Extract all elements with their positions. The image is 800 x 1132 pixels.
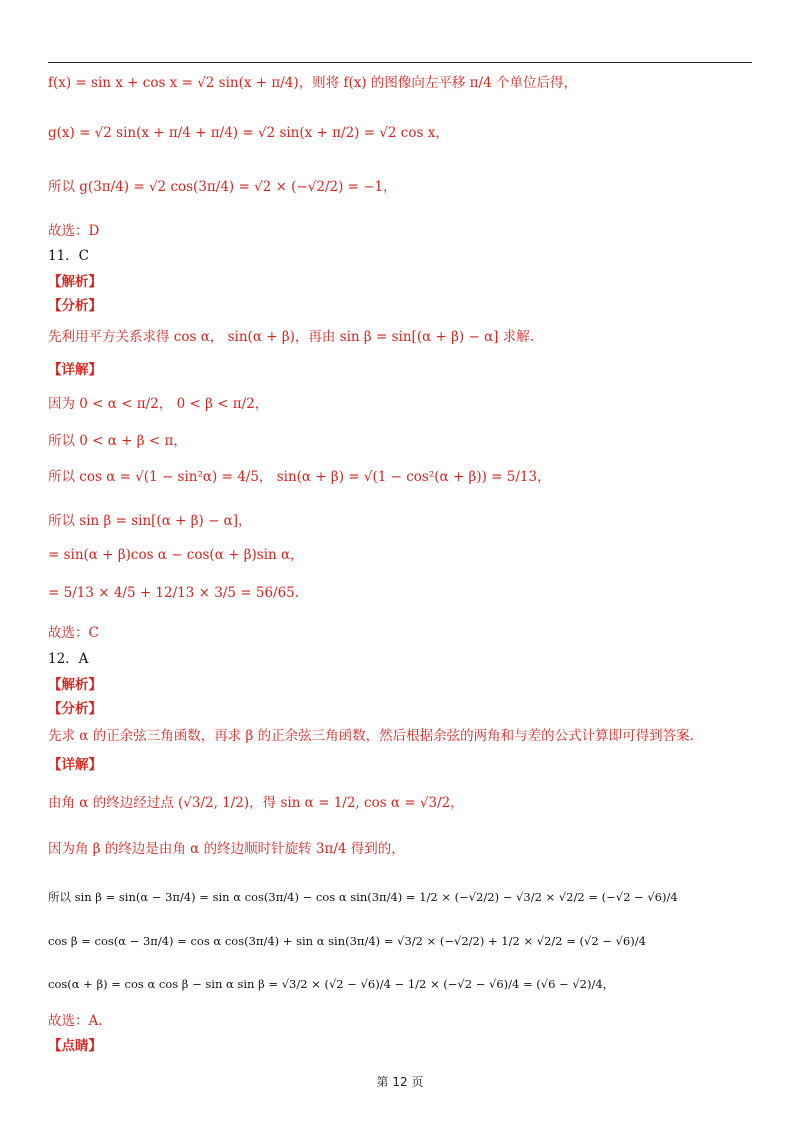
text-line: 先利用平方关系求得 cos α， sin(α + β)，再由 sin β = sin[(α + β) − α] 求解.: [48, 329, 535, 345]
text-line: 因为 0 < α < π/2， 0 < β < π/2，: [48, 396, 269, 412]
header-rule: [48, 62, 752, 63]
text-line: g(x) = √2 sin(x + π/4 + π/4) = √2 sin(x + π/2) = √2 cos x，: [48, 125, 449, 141]
text-line: 【分析】: [48, 701, 102, 717]
text-line: 所以 0 < α + β < π，: [48, 433, 187, 449]
text-line: = sin(α + β)cos α − cos(α + β)sin α，: [48, 547, 304, 563]
text-line: 故选：D: [48, 223, 100, 239]
text-line: 先求 α 的正余弦三角函数，再求 β 的正余弦三角函数，然后根据余弦的两角和与差的公式计算即可得到答案.: [48, 728, 694, 744]
text-line: cos(α + β) = cos α cos β − sin α sin β = √3/2 × (√2 − √6)/4 − 1/2 × (−√2 − √6)/4 = (√6 − √2)/4，: [48, 977, 615, 991]
text-line: 【详解】: [48, 757, 102, 773]
text-line: 故选：C: [48, 625, 99, 641]
text-line: 【解析】: [48, 677, 102, 693]
text-line: 所以 sin β = sin(α − 3π/4) = sin α cos(3π/4) − cos α sin(3π/4) = 1/2 × (−√2/2) − √3/2 × √2/2 = (−√2 − √6)/4: [48, 890, 678, 904]
text-line: 【分析】: [48, 298, 102, 314]
text-line: 11．C: [48, 248, 90, 264]
text-line: 【解析】: [48, 274, 102, 290]
text-line: 【点睛】: [48, 1038, 102, 1054]
text-line: 由角 α 的终边经过点 (√3/2, 1/2)，得 sin α = 1/2, cos α = √3/2，: [48, 795, 464, 811]
text-line: 12．A: [48, 651, 89, 667]
text-line: 【详解】: [48, 362, 102, 378]
page-number: 第 12 页: [376, 1075, 424, 1089]
text-line: cos β = cos(α − 3π/4) = cos α cos(3π/4) + sin α sin(3π/4) = √3/2 × (−√2/2) + 1/2 × √2/2 = (√2 − √6)/4: [48, 934, 646, 948]
text-line: 所以 cos α = √(1 − sin²α) = 4/5， sin(α + β) = √(1 − cos²(α + β)) = 5/13，: [48, 469, 551, 485]
text-line: 所以 g(3π/4) = √2 cos(3π/4) = √2 × (−√2/2) = −1，: [48, 179, 397, 195]
text-line: 因为角 β 的终边是由角 α 的终边顺时针旋转 3π/4 得到的，: [48, 841, 405, 857]
text-line: = 5/13 × 4/5 + 12/13 × 3/5 = 56/65.: [48, 585, 300, 601]
text-line: 所以 sin β = sin[(α + β) − α]，: [48, 513, 252, 529]
text-line: 故选：A.: [48, 1013, 103, 1029]
text-line: f(x) = sin x + cos x = √2 sin(x + π/4)，则将 f(x) 的图像向左平移 π/4 个单位后得，: [48, 75, 577, 91]
